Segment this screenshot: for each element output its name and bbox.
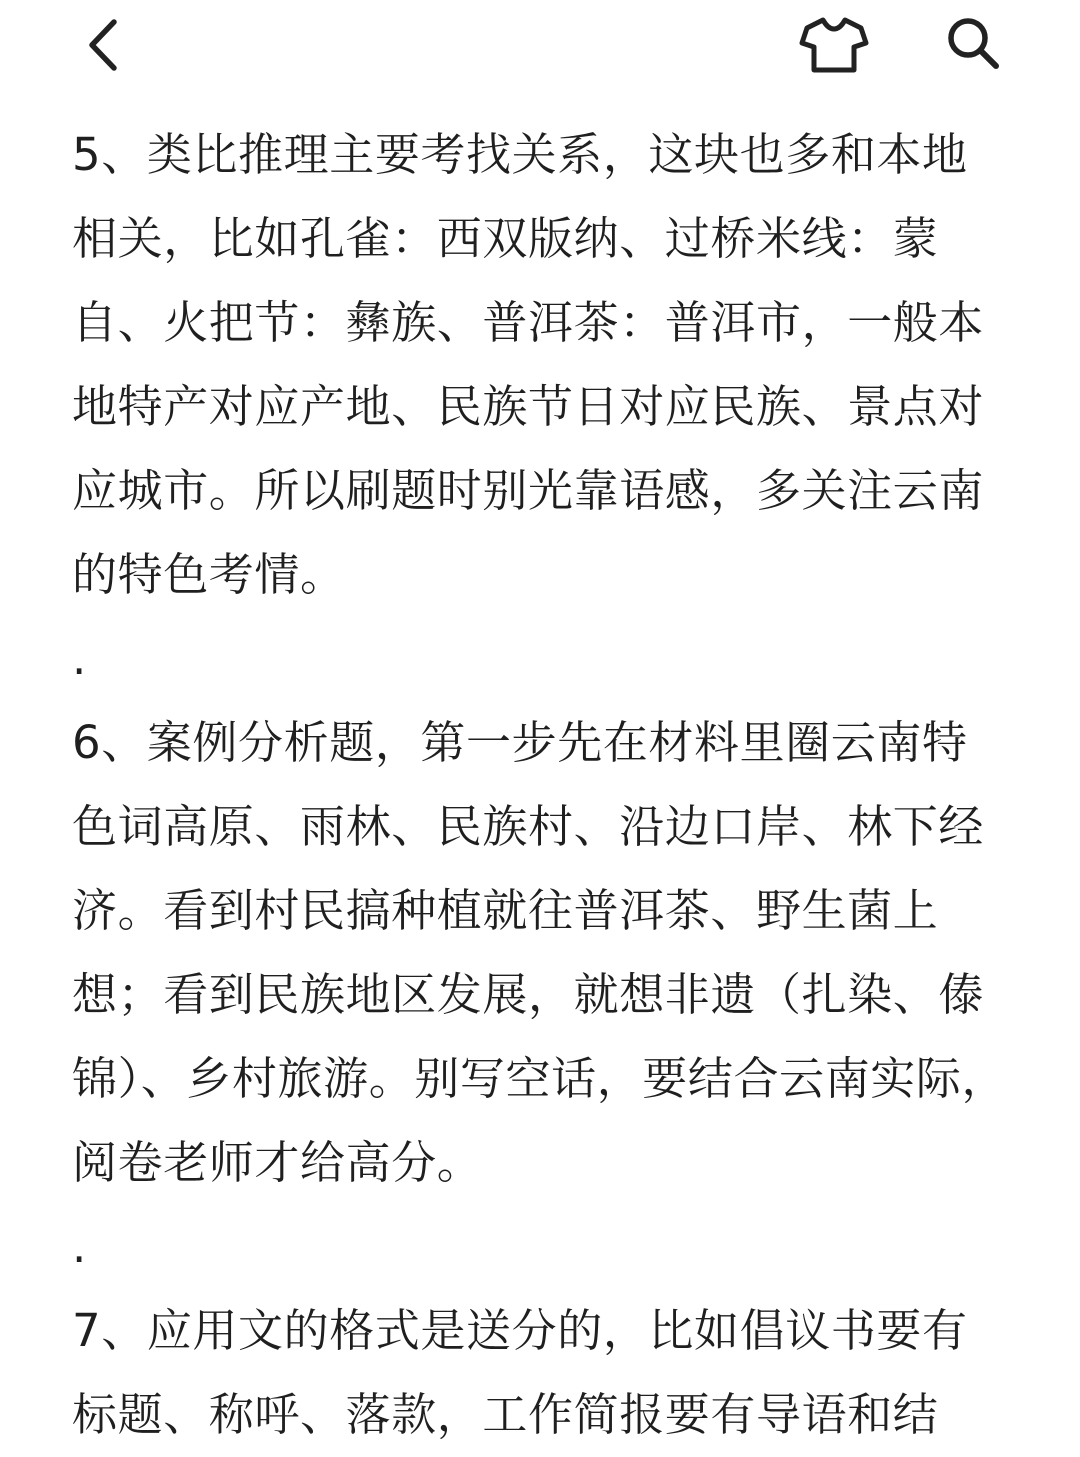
top-navigation-bar	[0, 0, 1080, 100]
chevron-left-icon	[84, 14, 124, 74]
paragraph-7: 7、应用文的格式是送分的，比如倡议书要有标题、称呼、落款，工作简报要有导语和结	[72, 1304, 968, 1441]
search-button[interactable]	[938, 8, 1010, 80]
paragraph-6: 6、案例分析题，第一步先在材料里圈云南特色词高原、雨林、民族村、沿边口岸、林下经济。看到村民搞种植就往普洱茶、野生菌上想；看到民族地区发展，就想非遗（扎染、傣锦）、乡村旅游。别写空话，要结合云南实际，阅卷老师才给高分。	[72, 716, 1008, 1189]
paragraph-5: 5、类比推理主要考找关系，这块也多和本地相关，比如孔雀：西双版纳、过桥米线：蒙自、火把节：彝族、普洱茶：普洱市，一般本地特产对应产地、民族节日对应民族、景点对应城市。所以刷题时别光靠语感，多关注云南的特色考情。	[72, 128, 985, 601]
article-body	[72, 113, 1012, 1457]
outfit-button[interactable]	[798, 8, 870, 80]
search-icon	[941, 11, 1007, 77]
back-button[interactable]	[68, 8, 140, 80]
separator-dot: .	[72, 632, 87, 685]
tshirt-icon	[799, 14, 869, 74]
separator-dot: .	[72, 1220, 87, 1273]
